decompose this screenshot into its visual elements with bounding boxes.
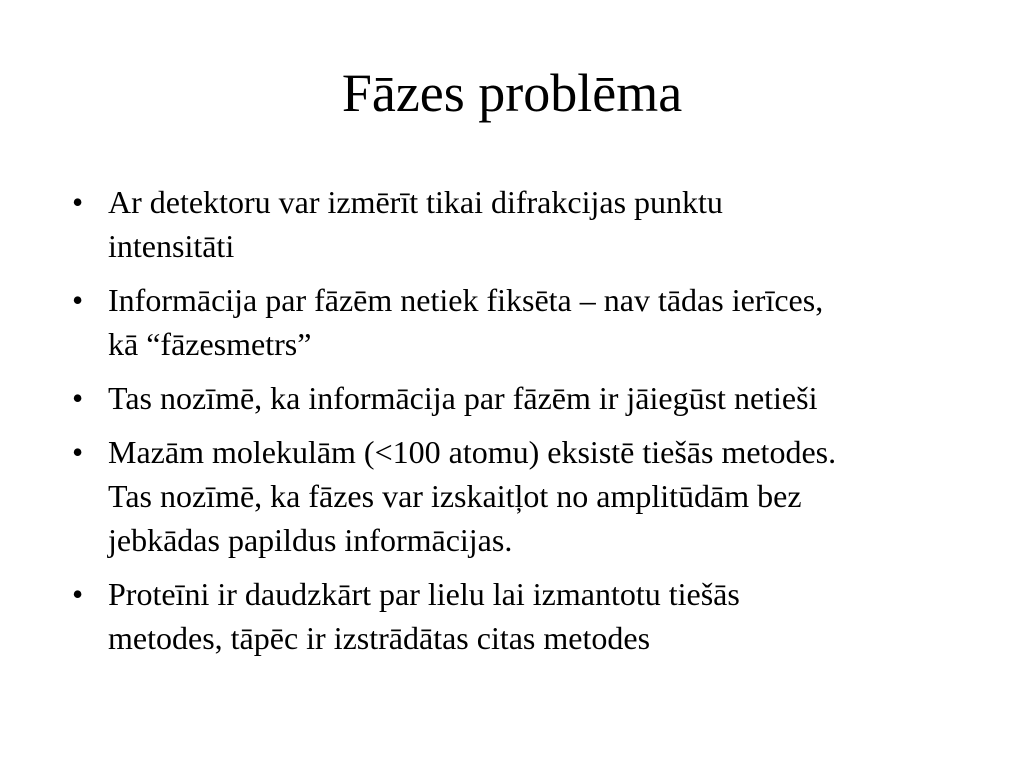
bullet-line: Informācija par fāzēm netiek fiksēta – nav tādas ierīces, <box>108 282 824 318</box>
bullet-marker: • <box>72 380 84 416</box>
bullet-marker: • <box>72 576 84 612</box>
bullet-line: Mazām molekulām (<100 atomu) eksistē tiešās metodes. <box>108 434 837 470</box>
bullet-marker: • <box>72 282 84 318</box>
bullet-line: jebkādas papildus informācijas. <box>108 522 513 558</box>
bullet-marker: • <box>72 434 84 470</box>
bullet-line: Tas nozīmē, ka informācija par fāzēm ir jāiegūst netieši <box>108 380 818 416</box>
bullet-item <box>72 572 1022 660</box>
bullet-line: Ar detektoru var izmērīt tikai difrakcijas punktu <box>108 184 723 220</box>
bullet-line: Proteīni ir daudzkārt par lielu lai izmantotu tiešās <box>108 576 740 612</box>
bullet-item <box>72 180 1022 268</box>
bullet-item <box>72 278 1022 366</box>
bullet-list <box>72 180 1022 670</box>
bullet-item <box>72 376 1022 420</box>
bullet-item <box>72 430 1022 562</box>
bullet-marker: • <box>72 184 84 220</box>
slide-title: Fāzes problēma <box>341 63 683 123</box>
bullet-line: intensitāti <box>108 228 235 264</box>
bullet-line: metodes, tāpēc ir izstrādātas citas metodes <box>108 620 651 656</box>
bullet-line: Tas nozīmē, ka fāzes var izskaitļot no amplitūdām bez <box>108 478 802 514</box>
bullet-line: kā “fāzesmetrs” <box>108 326 312 362</box>
